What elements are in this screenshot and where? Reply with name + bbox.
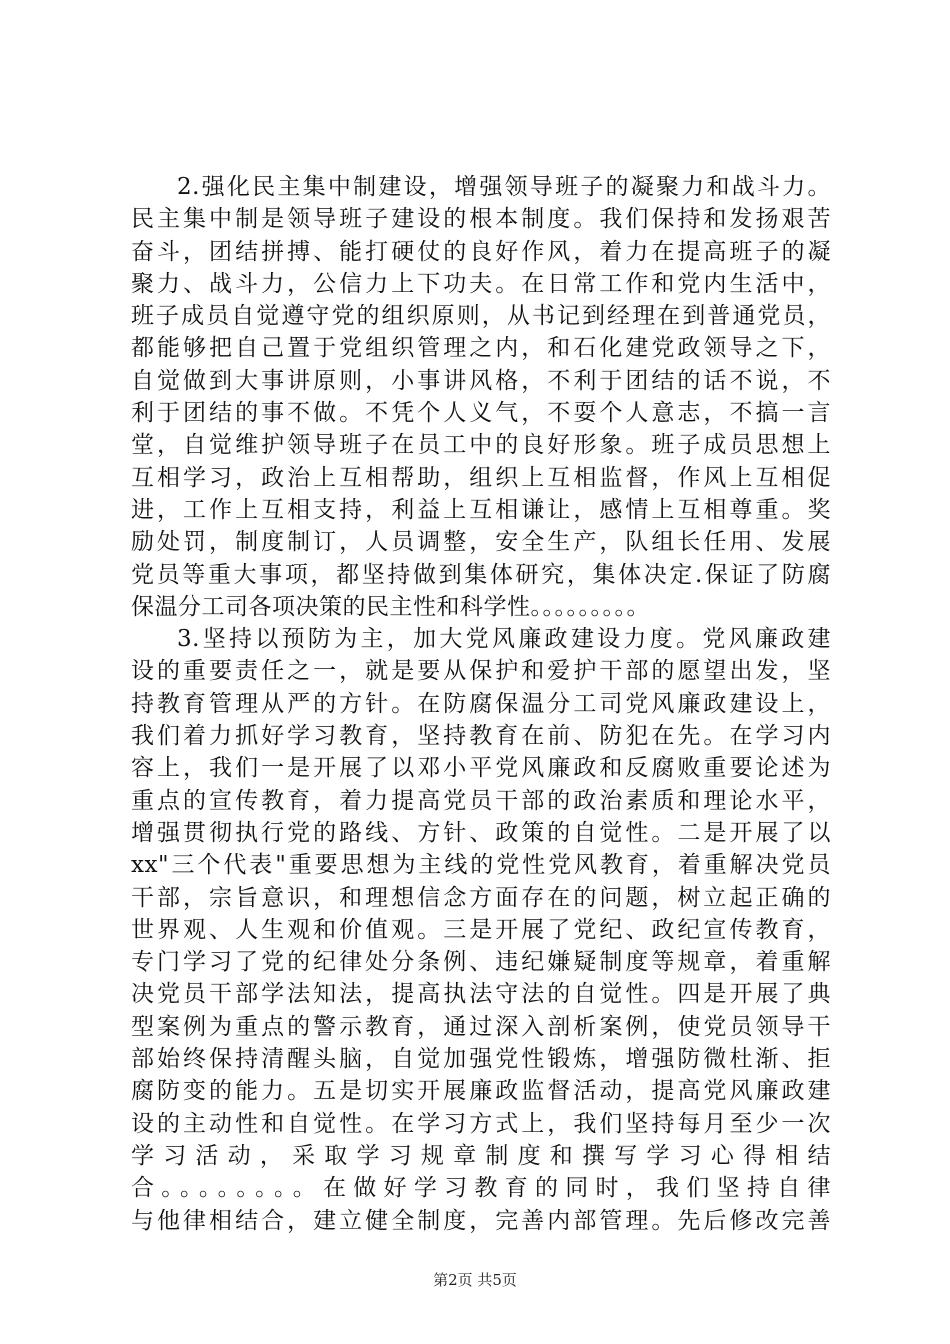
paragraph-3-line: 型案例为重点的警示教育，通过深入剖析案例，使党员领导干: [131, 1013, 831, 1040]
paragraph-3-line: 设的重要责任之一，就是要从保护和爱护干部的愿望出发，坚: [131, 658, 831, 685]
paragraph-3-line: 部始终保持清醒头脑，自觉加强党性锻炼，增强防微杜渐、拒: [131, 1046, 831, 1073]
paragraph-2-line: 互相学习，政治上互相帮助，组织上互相监督，作风上互相促: [131, 464, 831, 491]
paragraph-3-line: 腐防变的能力。五是切实开展廉政监督活动，提高党风廉政建: [131, 1078, 831, 1105]
paragraph-2-line: 班子成员自觉遵守党的组织原则，从书记到经理在到普通党员，: [131, 303, 831, 330]
paragraph-2-line: 保温分工司各项决策的民主性和科学性。。。。。。。。。: [131, 593, 650, 620]
paragraph-3-line: 增强贯彻执行党的路线、方针、政策的自觉性。二是开展了以: [131, 819, 831, 846]
paragraph-3-line: 与他律相结合，建立健全制度，完善内部管理。先后修改完善: [131, 1207, 831, 1234]
paragraph-3-line: 干部，宗旨意识，和理想信念方面存在的问题，树立起正确的: [131, 884, 831, 911]
paragraph-3-line: 3.坚持以预防为主，加大党风廉政建设力度。党风廉政建: [177, 626, 831, 653]
page-number-label: 第2页 共5页: [433, 1271, 517, 1289]
paragraph-3-line: 世界观、人生观和价值观。三是开展了党纪、政纪宣传教育，: [131, 916, 831, 943]
paragraph-3-line: 设的主动性和自觉性。在学习方式上，我们坚持每月至少一次: [131, 1110, 831, 1137]
paragraph-2-line: 2.强化民主集中制建设，增强领导班子的凝聚力和战斗力。: [177, 174, 831, 200]
paragraph-2-line: 进，工作上互相支持，利益上互相谦让，感情上互相尊重。奖: [131, 496, 831, 523]
paragraph-3-line: 专门学习了党的纪律处分条例、违纪嫌疑制度等规章，着重解: [131, 949, 831, 976]
body-text: [131, 171, 831, 1237]
paragraph-2-line: 堂，自觉维护领导班子在员工中的良好形象。班子成员思想上: [131, 432, 831, 459]
paragraph-2-line: 励处罚，制度制订，人员调整，安全生产，队组长任用、发展: [131, 529, 831, 556]
paragraph-2-line: 自觉做到大事讲原则，小事讲风格，不利于团结的话不说，不: [131, 367, 831, 394]
paragraph-2-line: 利于团结的事不做。不凭个人义气，不耍个人意志，不搞一言: [131, 400, 831, 427]
page-footer: [0, 1269, 950, 1290]
paragraph-2-line: 党员等重大事项，都坚持做到集体研究，集体决定.保证了防腐: [131, 561, 831, 588]
paragraph-3-line: xx"三个代表"重要思想为主线的党性党风教育，着重解决党员: [131, 852, 831, 879]
paragraph-2-line: 民主集中制是领导班子建设的根本制度。我们保持和发扬艰苦: [131, 206, 831, 233]
paragraph-3-line: 重点的宣传教育，着力提高党员干部的政治素质和理论水平，: [131, 787, 831, 814]
paragraph-3-line: 持教育管理从严的方针。在防腐保温分工司党风廉政建设上，: [131, 690, 831, 717]
paragraph-3-line: 容上，我们一是开展了以邓小平党风廉政和反腐败重要论述为: [131, 755, 831, 782]
paragraph-2-line: 聚力、战斗力，公信力上下功夫。在日常工作和党内生活中，: [131, 270, 831, 297]
paragraph-2-line: 奋斗，团结拼搏、能打硬仗的良好作风，着力在提高班子的凝: [131, 238, 831, 265]
paragraph-3-line: 学习活动，采取学习规章制度和撰写学习心得相结: [131, 1142, 831, 1169]
paragraph-3-line: 我们着力抓好学习教育，坚持教育在前、防犯在先。在学习内: [131, 723, 831, 750]
paragraph-3-line: 合。。。。。。。。在做好学习教育的同时，我们坚持自律: [131, 1175, 831, 1202]
paragraph-3-line: 决党员干部学法知法，提高执法守法的自觉性。四是开展了典: [131, 981, 831, 1008]
paragraph-2-line: 都能够把自己置于党组织管理之内，和石化建党政领导之下，: [131, 335, 831, 362]
